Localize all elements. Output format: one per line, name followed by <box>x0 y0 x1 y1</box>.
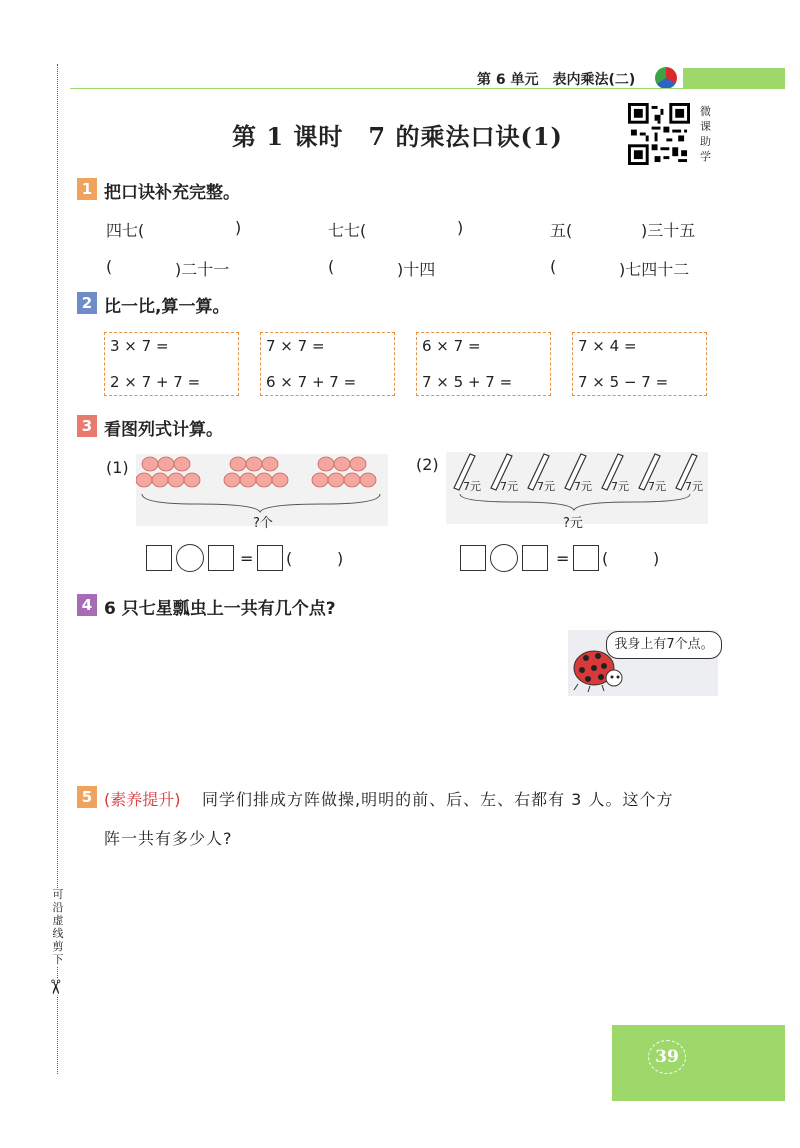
q1-item-text: 七七( <box>328 221 367 240</box>
answer-box[interactable] <box>573 545 599 571</box>
scissors-icon: ✂ <box>43 978 68 996</box>
q1-item-text: )七四十二 <box>619 260 690 279</box>
section-4-title: 6 只七星瓢虫上一共有几个点? <box>104 599 336 619</box>
problem-2-label: (2) <box>416 455 439 474</box>
calc-expression: 7 × 7 = <box>266 337 325 355</box>
calc-expression: 7 × 4 = <box>578 337 637 355</box>
pen-price-label: 7元 <box>500 480 518 493</box>
pen-price-label: 7元 <box>463 480 481 493</box>
header-divider <box>70 88 785 89</box>
section-3-number: 3 <box>77 415 97 437</box>
qr-code-icon[interactable] <box>628 103 690 165</box>
page-title: 第 1 课时 7 的乘法口诀(1) <box>232 122 563 151</box>
q1-item-text: ) <box>235 218 242 237</box>
operator-circle[interactable] <box>490 544 518 572</box>
page-number: 39 <box>648 1040 686 1074</box>
section-4-number: 4 <box>77 594 97 616</box>
section-5-number: 5 <box>77 786 97 808</box>
section-1-number: 1 <box>77 178 97 200</box>
color-ball-icon <box>655 67 677 89</box>
answer-box[interactable] <box>208 545 234 571</box>
header-green-bar <box>683 68 785 89</box>
section-5-title-cont: 阵一共有多少人? <box>104 829 233 848</box>
unit-paren-open: ( <box>602 549 609 568</box>
section-2-title: 比一比,算一算。 <box>104 297 230 317</box>
unit-paren-open: ( <box>286 549 293 568</box>
pen-price-label: 7元 <box>648 480 666 493</box>
calc-expression: 6 × 7 + 7 = <box>266 373 357 391</box>
problem-1-question: ?个 <box>253 516 273 531</box>
equals-sign: = <box>240 549 254 568</box>
answer-box[interactable] <box>522 545 548 571</box>
section-5-tag: (素养提升) <box>104 790 181 809</box>
section-5-title: 同学们排成方阵做操,明明的前、后、左、右都有 3 人。这个方 <box>202 790 674 809</box>
section-3-title: 看图列式计算。 <box>104 420 223 440</box>
section-2-number: 2 <box>77 292 97 314</box>
calc-expression: 6 × 7 = <box>422 337 481 355</box>
page-number-panel <box>612 1025 785 1101</box>
unit-paren-close: ) <box>337 549 344 568</box>
cut-label: 可 沿 虚 线 剪 下 <box>50 888 66 966</box>
calc-expression: 7 × 5 − 7 = <box>578 373 669 391</box>
section-1-title: 把口诀补充完整。 <box>104 183 240 203</box>
pen-price-label: 7元 <box>611 480 629 493</box>
q1-item-text: ( <box>328 257 335 276</box>
ladybug-speech-bubble: 我身上有7个点。 <box>606 631 722 659</box>
pen-price-label: 7元 <box>685 480 703 493</box>
q1-item-text: 五( <box>550 221 573 240</box>
unit-label: 第 6 单元 表内乘法(二) <box>477 72 636 88</box>
answer-box[interactable] <box>257 545 283 571</box>
pen-price-label: 7元 <box>574 480 592 493</box>
calc-expression: 7 × 5 + 7 = <box>422 373 513 391</box>
problem-2-question: ?元 <box>563 516 583 531</box>
q1-item-text: ) <box>457 218 464 237</box>
q1-item-text: ( <box>106 257 113 276</box>
equals-sign: = <box>556 549 570 568</box>
q1-item-text: ( <box>550 257 557 276</box>
qr-label: 微 课 助 学 <box>700 105 711 163</box>
unit-paren-close: ) <box>653 549 660 568</box>
q1-item-text: )二十一 <box>175 260 230 279</box>
q1-item-text: )十四 <box>397 260 436 279</box>
q1-item-text: 四七( <box>106 221 145 240</box>
problem-1-label: (1) <box>106 458 129 477</box>
calc-expression: 3 × 7 = <box>110 337 169 355</box>
answer-box[interactable] <box>146 545 172 571</box>
operator-circle[interactable] <box>176 544 204 572</box>
calc-expression: 2 × 7 + 7 = <box>110 373 201 391</box>
answer-box[interactable] <box>460 545 486 571</box>
pen-price-label: 7元 <box>537 480 555 493</box>
q1-item-text: )三十五 <box>641 221 696 240</box>
